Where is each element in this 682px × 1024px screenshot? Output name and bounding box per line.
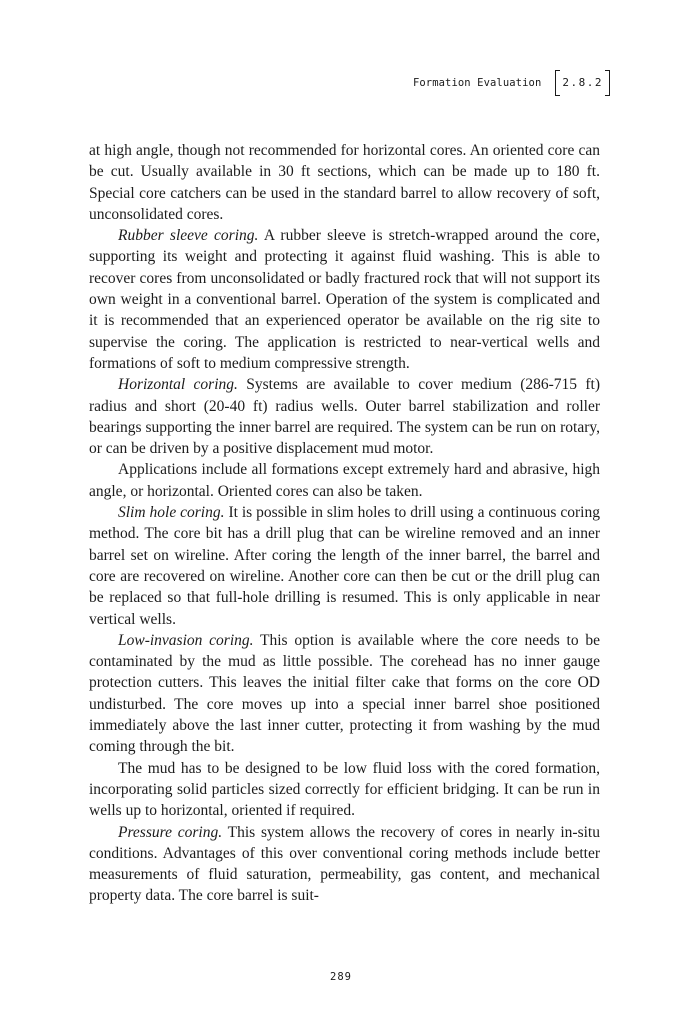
paragraph-lead: Horizontal coring.: [118, 376, 238, 394]
paragraph-text: at high angle, though not recommended for horizontal cores. An oriented core can be cut. Usually available in 30 ft sections, which can be made up to 180 ft. Special core catchers can be used in the standard barrel to allow recovery of soft, unconsolidated cores.: [89, 142, 600, 223]
paragraph-pressure-coring: [89, 822, 600, 907]
paragraph-low-invasion-coring: [89, 630, 600, 758]
paragraph-text: It is possible in slim holes to drill using a continuous coring method. The core bit has a drill plug that can be wireline removed and an inner barrel set on wireline. After coring the length of the inner barrel, the barrel and core are recovered on wireline. Another core can then be cut or the drill plug can be replaced so that full-hole drilling is resumed. This is only applicable in near vertical wells.: [89, 504, 600, 628]
paragraph-lead: Slim hole coring.: [118, 504, 225, 522]
paragraph-rubber-sleeve-coring: [89, 225, 600, 374]
paragraph-mud-design: [89, 758, 600, 822]
running-head-title: Formation Evaluation: [412, 77, 542, 89]
paragraph-horizontal-coring: [89, 374, 600, 459]
paragraph-slim-hole-coring: [89, 502, 600, 630]
paragraph-text: This option is available where the core needs to be contaminated by the mud as little possible. The corehead has no inner gauge protection cutters. This leaves the initial filter cake that forms on the core OD undisturbed. The core moves up into a special inner barrel shoe positioned immediately above the last inner cutter, protecting it from washing by the mud coming through the bit.: [89, 631, 600, 756]
section-number: 2.8.2: [555, 68, 610, 98]
paragraph-text: The mud has to be designed to be low fluid loss with the cored formation, incorporating solid particles sized correctly for efficient bridging. It can be run in wells up to horizontal, oriented if required.: [89, 759, 600, 820]
page-number: 289: [330, 971, 352, 983]
paragraph-text: Systems are available to cover medium (286-715 ft) radius and short (20-40 ft) radius wells. Outer barrel stabilization and roller bearings supporting the inner barrel are required. The system can be run on rotary, or can be driven by a positive displacement mud motor.: [89, 376, 601, 458]
paragraph-lead: Low-invasion coring.: [118, 631, 254, 649]
paragraph-text: Applications include all formations except extremely hard and abrasive, high angle, or horizontal. Oriented cores can also be taken.: [89, 461, 600, 500]
paragraph-lead: Rubber sleeve coring.: [118, 227, 259, 245]
paragraph-applications: [89, 459, 600, 502]
paragraph-text: This system allows the recovery of cores in nearly in-situ conditions. Advantages of this over conventional coring methods include better measurements of fluid saturation, permeability, gas content, and mechanical property data. The core barrel is suit-: [89, 823, 600, 905]
running-head: [413, 66, 610, 100]
paragraph-text: A rubber sleeve is stretch-wrapped around the core, supporting its weight and protecting it against fluid washing. This is able to recover cores from unconsolidated or badly fractured rock that will not support its own weight in a conventional barrel. Operation of the system is complicated and it is recommended that an experienced operator be available on the rig site to supervise the coring. The application is restricted to near-vertical wells and formations of soft to medium compressive strength.: [89, 227, 600, 372]
body-text: [89, 140, 600, 907]
paragraph-lead: Pressure coring.: [118, 823, 223, 841]
paragraph-continued: [89, 140, 600, 225]
